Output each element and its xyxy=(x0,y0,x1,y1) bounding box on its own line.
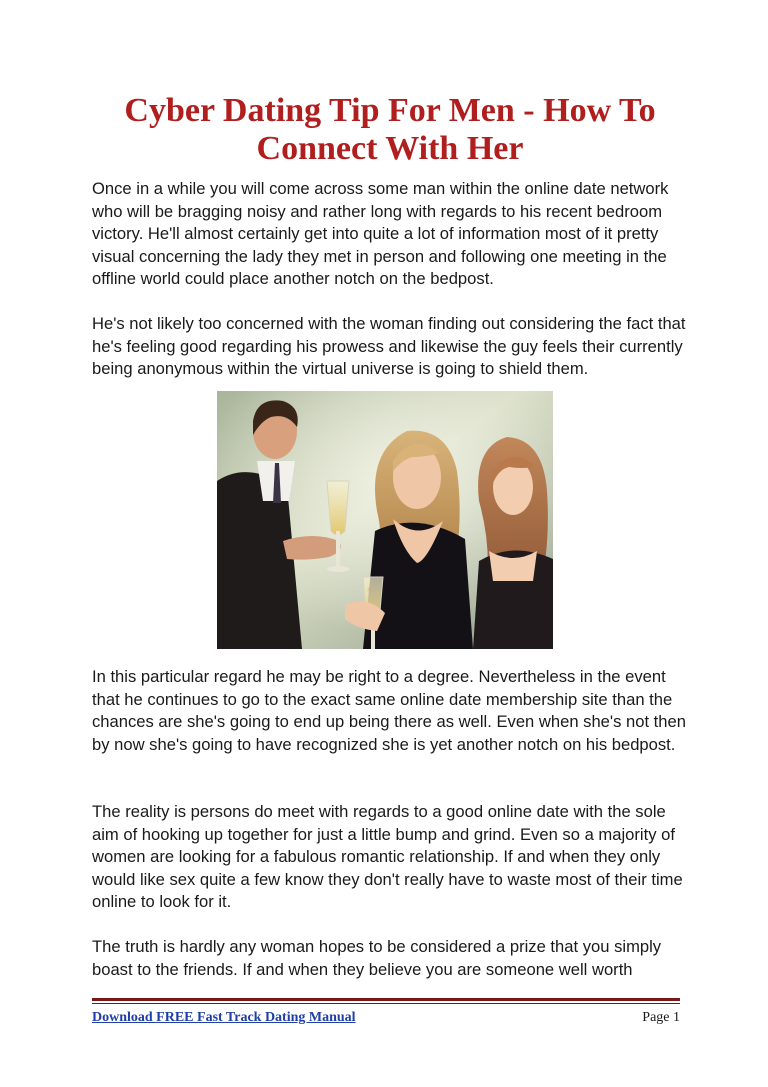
article-photo xyxy=(217,391,553,649)
paragraph-4: The reality is persons do meet with regards to a good online date with the sole aim of hooking up together for just a little bump and grind. Even so a majority of women are looking for a fabulous romantic relationship. If and when they only would like sex quite a few know they don't really have to waste most of their time online to look for it. xyxy=(92,802,683,911)
footer-divider-thin xyxy=(92,1003,680,1004)
document-title: Cyber Dating Tip For Men - How To Connect With Her xyxy=(124,92,656,167)
paragraph-5: The truth is hardly any woman hopes to be considered a prize that you simply boast to the friends. If and when they believe you are someone well worth xyxy=(92,937,662,979)
download-manual-link[interactable]: Download FREE Fast Track Dating Manual xyxy=(92,1010,356,1025)
footer-divider-thick xyxy=(92,998,680,1001)
paragraph-3: In this particular regard he may be right to a degree. Nevertheless in the event that he continues to go to the exact same online date membership site than the chances are she's going to end up being there as well. Even when she's not then by now she's going to have recognized she is yet another notch on his bedpost. xyxy=(92,667,686,754)
page-number: Page 1 xyxy=(642,1010,680,1025)
paragraph-2: He's not likely too concerned with the woman finding out considering the fact that he's feeling good regarding his prowess and likewise the guy feels their currently being anonymous within the virtual universe is going to shield them. xyxy=(92,314,686,378)
paragraph-1: Once in a while you will come across some man within the online date network who will be bragging noisy and rather long with regards to his recent bedroom victory. He'll almost certainly get into quite a lot of information most of it pretty visual concerning the lady they met in person and following one meeting in the offline world could place another notch on the bedpost. xyxy=(92,179,669,288)
